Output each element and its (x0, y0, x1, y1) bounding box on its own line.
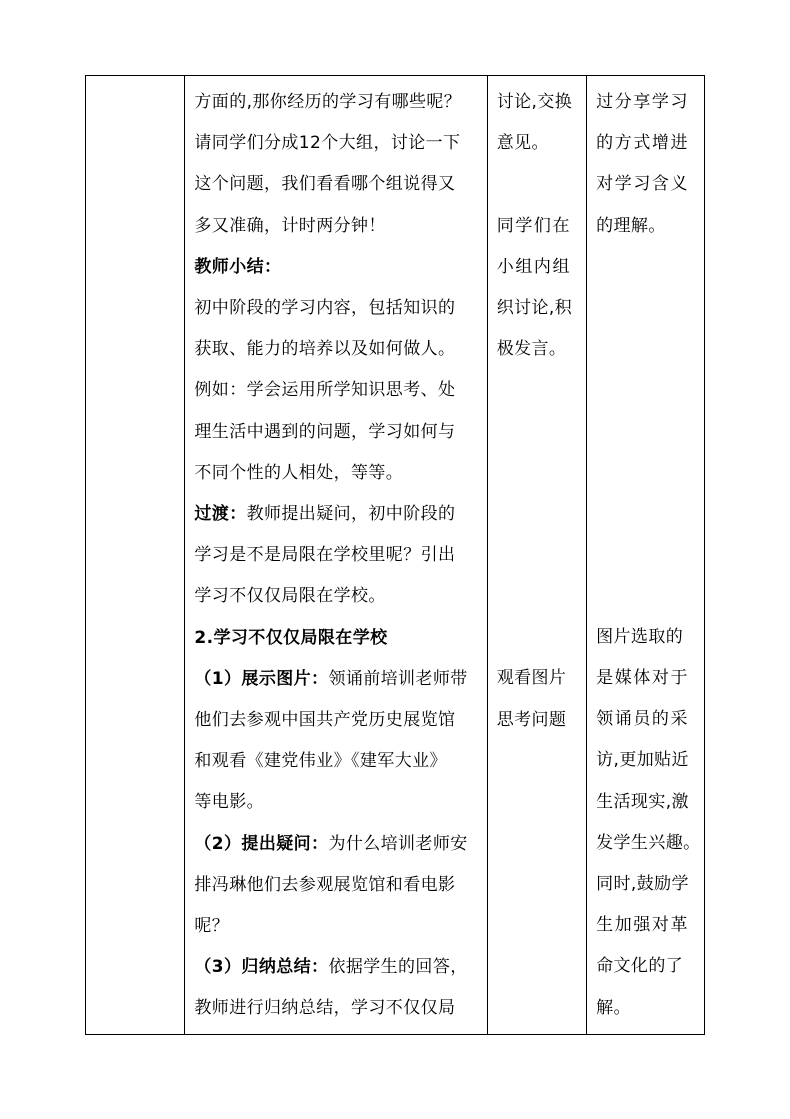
section-heading: 2.学习不仅仅局限在学校 (194, 627, 388, 648)
text-line: 方面的,那你经历的学习有哪些呢？ (194, 92, 462, 112)
spacer (497, 370, 579, 658)
item-line (194, 947, 479, 988)
design-intent-cell (587, 76, 705, 1035)
spacer (596, 247, 697, 617)
text-line: 多又准确，计时两分钟！ (194, 215, 386, 236)
text-line: 访,更加贴近 (596, 750, 689, 771)
text-line: 思考问题 (496, 709, 567, 730)
text-line: 不同个性的人相处，等等。 (194, 462, 404, 483)
text-line: 讨论,交换 (496, 92, 573, 112)
text-line: 的理解。 (596, 215, 666, 236)
spacer (497, 164, 579, 205)
text-line: 他们去参观中国共产党历史展览馆 (194, 710, 456, 731)
text-line: 解。 (596, 997, 631, 1018)
text-line: 极发言。 (496, 339, 567, 360)
text-line: 领诵员的采 (596, 709, 690, 730)
text-span: 教师提出疑问，初中阶段的 (246, 504, 456, 525)
text-line: 小组内组 (496, 256, 572, 277)
text-span: 为什么培训老师安 (328, 833, 468, 854)
text-line: 和观看《建党伟业》《建军大业》 (194, 751, 447, 772)
text-line: 同学们在 (496, 215, 572, 236)
text-line: 生活现实,激 (596, 791, 689, 812)
text-line: 学习是不是局限在学校里呢？引出 (194, 545, 456, 566)
text-line: 教师进行归纳总结，学习不仅仅局 (194, 998, 456, 1019)
text-line: 图片选取的 (596, 626, 684, 647)
text-line: 初中阶段的学习内容，包括知识的 (194, 298, 456, 319)
stage-column-cell (86, 76, 185, 1035)
text-line: 过分享学习 (596, 92, 690, 112)
text-line: 学习不仅仅局限在学校。 (194, 586, 386, 607)
text-line: 命文化的了 (596, 956, 684, 977)
text-line: 理生活中遇到的问题，学习如何与 (194, 421, 456, 442)
item-line (194, 659, 479, 700)
text-line: 同时,鼓励学 (596, 874, 689, 895)
text-span: 领诵前培训老师带 (328, 668, 468, 689)
text-line: 观看图片 (496, 668, 567, 689)
text-line: 呢？ (194, 916, 230, 937)
lesson-plan-table (85, 75, 705, 1035)
item-line (194, 824, 479, 865)
transition-label: 过渡： (194, 504, 247, 525)
item-label: （1）展示图片： (194, 668, 329, 689)
text-line: 排冯琳他们去参观展览馆和看电影 (194, 874, 456, 895)
summary-heading: 教师小结： (194, 256, 282, 277)
student-activity-cell (487, 76, 586, 1035)
text-line: 等电影。 (194, 792, 265, 813)
text-line: 对学习含义 (596, 174, 690, 195)
text-line: 请同学们分成12个大组，讨论一下 (194, 133, 461, 154)
text-line: 织讨论,积 (496, 298, 573, 318)
text-line: 获取、能力的培养以及如何做人。 (194, 339, 456, 360)
text-span: 依据学生的回答， (328, 957, 468, 978)
text-line: 例如：学会运用所学知识思考、处 (194, 380, 456, 401)
text-line: 是媒体对于 (596, 668, 690, 689)
teacher-activity-cell (185, 76, 487, 1035)
item-label: （2）提出疑问： (194, 833, 329, 854)
text-line: 这个问题，我们看看哪个组说得又 (194, 174, 456, 195)
text-line: 生加强对革 (596, 915, 690, 936)
text-line: 意见。 (496, 133, 549, 154)
text-line: 发学生兴趣。 (596, 832, 701, 853)
item-label: （3）归纳总结： (194, 957, 329, 978)
table-row (86, 76, 705, 1035)
text-line: 的方式增进 (596, 133, 690, 154)
transition-line (194, 494, 479, 535)
